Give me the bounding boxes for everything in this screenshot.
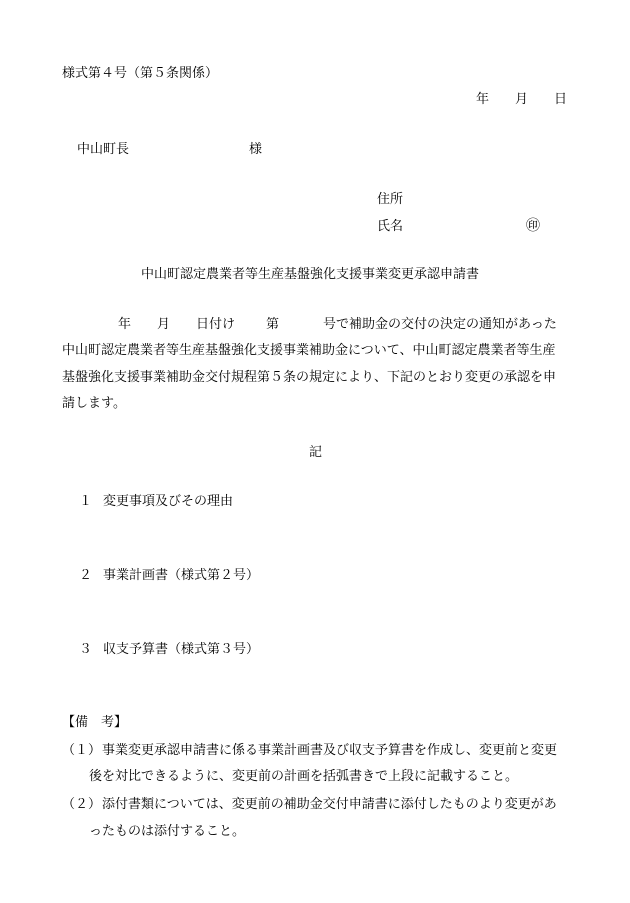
body-date-suffix: 日付け xyxy=(196,317,236,332)
addressee-name: 中山町長 xyxy=(77,142,130,157)
item-number: ２ xyxy=(79,568,93,583)
seal-mark: ㊞ xyxy=(526,218,540,234)
item-number: ３ xyxy=(79,642,93,657)
body-line: 請します。 xyxy=(62,396,126,411)
item-label: 事業計画書（様式第２号） xyxy=(103,568,260,583)
note-text: 添付書類については、変更前の補助金交付申請書に添付したものより変更があ xyxy=(102,797,557,812)
ki-heading: 記 xyxy=(309,445,323,460)
document-title: 中山町認定農業者等生産基盤強化支援事業変更承認申請書 xyxy=(141,267,480,282)
date-month-label: 月 xyxy=(515,92,529,107)
date-year-label: 年 xyxy=(476,92,490,107)
item-label: 収支予算書（様式第３号） xyxy=(103,642,260,657)
body-line: 基盤強化支援事業補助金交付規程第５条の規定により、下記のとおり変更の承認を申 xyxy=(62,370,557,385)
body-month-label: 月 xyxy=(157,317,171,332)
body-first-line-rest: 号で補助金の交付の決定の通知があった xyxy=(323,317,557,332)
item-number: １ xyxy=(79,494,93,509)
address-label: 住所 xyxy=(377,192,404,207)
date-day-label: 日 xyxy=(554,92,568,107)
note-marker: （２） xyxy=(62,797,102,812)
item-label: 変更事項及びその理由 xyxy=(103,494,234,509)
note-text: ったものは添付すること。 xyxy=(89,824,246,839)
note-text: 後を対比できるように、変更前の計画を括弧書きで上段に記載すること。 xyxy=(89,769,519,784)
note-marker: （１） xyxy=(62,743,102,758)
body-number-prefix: 第 xyxy=(266,317,280,332)
form-label: 様式第４号（第５条関係） xyxy=(62,66,219,81)
body-line: 中山町認定農業者等生産基盤強化支援事業補助金について、中山町認定農業者等生産 xyxy=(62,343,556,358)
notes-heading: 【備 考】 xyxy=(62,715,128,730)
addressee-honorific: 様 xyxy=(249,142,263,157)
name-label: 氏名 xyxy=(377,219,404,234)
note-text: 事業変更承認申請書に係る事業計画書及び収支予算書を作成し、変更前と変更 xyxy=(102,743,558,758)
body-year-label: 年 xyxy=(118,317,132,332)
